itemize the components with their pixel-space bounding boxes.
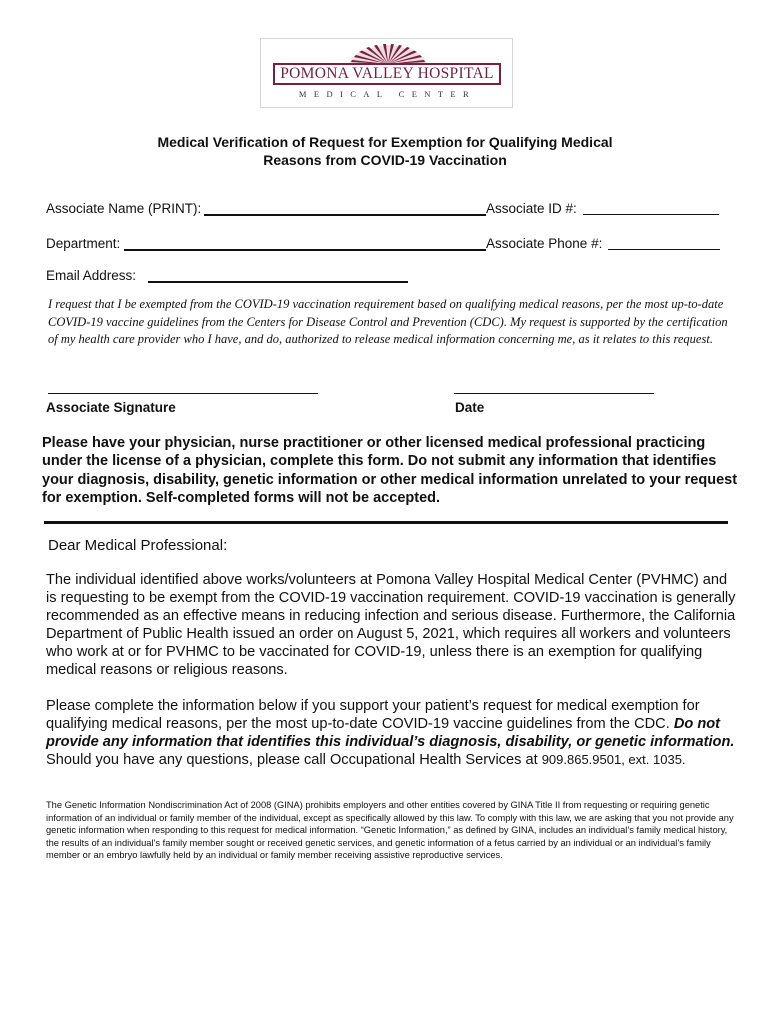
associate-id-label: Associate ID #: [486,201,577,216]
associate-name-label: Associate Name (PRINT): [46,201,202,216]
gina-notice: The Genetic Information Nondiscrimination Act of 2008 (GINA) prohibits employers and other entities covered by GINA Title II from requesting or requiring genetic information of an individual or family member of the individual, except as specifically allowed by this law. To comply with this law, we are asking that you not provide any genetic information when responding to this request for medical information. “Genetic Information,” as defined by GINA, includes an individual’s family medical history, the results of an individual’s family member sought or received genetic services, and genetic information of a fetus carried by an individual or an individual’s family member or an embryo lawfully held by an individual or family member receiving assistive reproductive services. [46,800,734,861]
associate-id-field[interactable] [583,214,719,215]
form-title-line1: Medical Verification of Request for Exemption for Qualifying Medical [157,134,613,150]
letter-greeting: Dear Medical Professional: [48,537,228,554]
section-divider [44,521,728,524]
department-label: Department: [46,236,121,251]
letter-paragraph-2-contact: Should you have any questions, please call Occupational Health Services at [46,752,538,768]
email-field[interactable] [148,281,408,283]
associate-signature-label: Associate Signature [46,400,176,415]
hospital-name: POMONA VALLEY HOSPITAL [273,63,501,85]
sunburst-logo-icon [343,43,433,65]
hospital-logo [260,38,513,108]
letter-paragraph-2-intro: Please complete the information below if you support your patient’s request for medical exemption for qualifying medical reasons, per the most up-to-date COVID-19 vaccine guidelines from the CDC. [46,698,700,732]
signature-date-label: Date [455,400,485,415]
form-title-line2: Reasons from COVID-19 Vaccination [263,152,507,168]
department-field[interactable] [124,249,486,251]
associate-phone-field[interactable] [608,249,720,250]
form-title [100,133,670,169]
associate-signature-field[interactable] [48,393,318,394]
associate-name-field[interactable] [204,214,486,216]
signature-date-field[interactable] [454,393,654,394]
physician-notice: Please have your physician, nurse practitioner or other licensed medical professional practicing under the license of a physician, complete this form. Do not submit any information that identifies your diagnosis, disability, genetic information or other medical information unrelated to your request for exemption. Self-completed forms will not be accepted. [42,435,738,506]
request-statement: I request that I be exempted from the COVID-19 vaccination requirement based on qualifying medical reasons, per the most up-to-date COVID-19 vaccine guidelines from the Centers for Disease Control and Prevention (CDC). My request is supported by the certification of my health care provider who I have, and do, authorized to release medical information concerning me, as it relates to this request. [48,297,728,346]
associate-phone-label: Associate Phone #: [486,236,603,251]
letter-paragraph-2-warning: Do not provide any information that identifies this individual’s diagnosis, disability, or genetic information. [46,716,735,750]
email-label: Email Address: [46,268,137,283]
letter-paragraph-2 [46,697,736,769]
hospital-subtitle: MEDICAL CENTER [298,89,477,99]
letter-paragraph-1: The individual identified above works/volunteers at Pomona Valley Hospital Medical Center (PVHMC) and is requesting to be exempt from the COVID-19 vaccination requirement. COVID-19 vaccination is generally recommended as an effective means in reducing infection and serious disease. Furthermore, the California Department of Public Health issued an order on August 5, 2021, which requires all workers and volunteers who work at or for PVHMC to be vaccinated for COVID-19, unless there is an exemption for qualifying medical reasons or religious reasons. [46,572,736,678]
occupational-health-phone: 909.865.9501, ext. 1035. [541,752,686,767]
